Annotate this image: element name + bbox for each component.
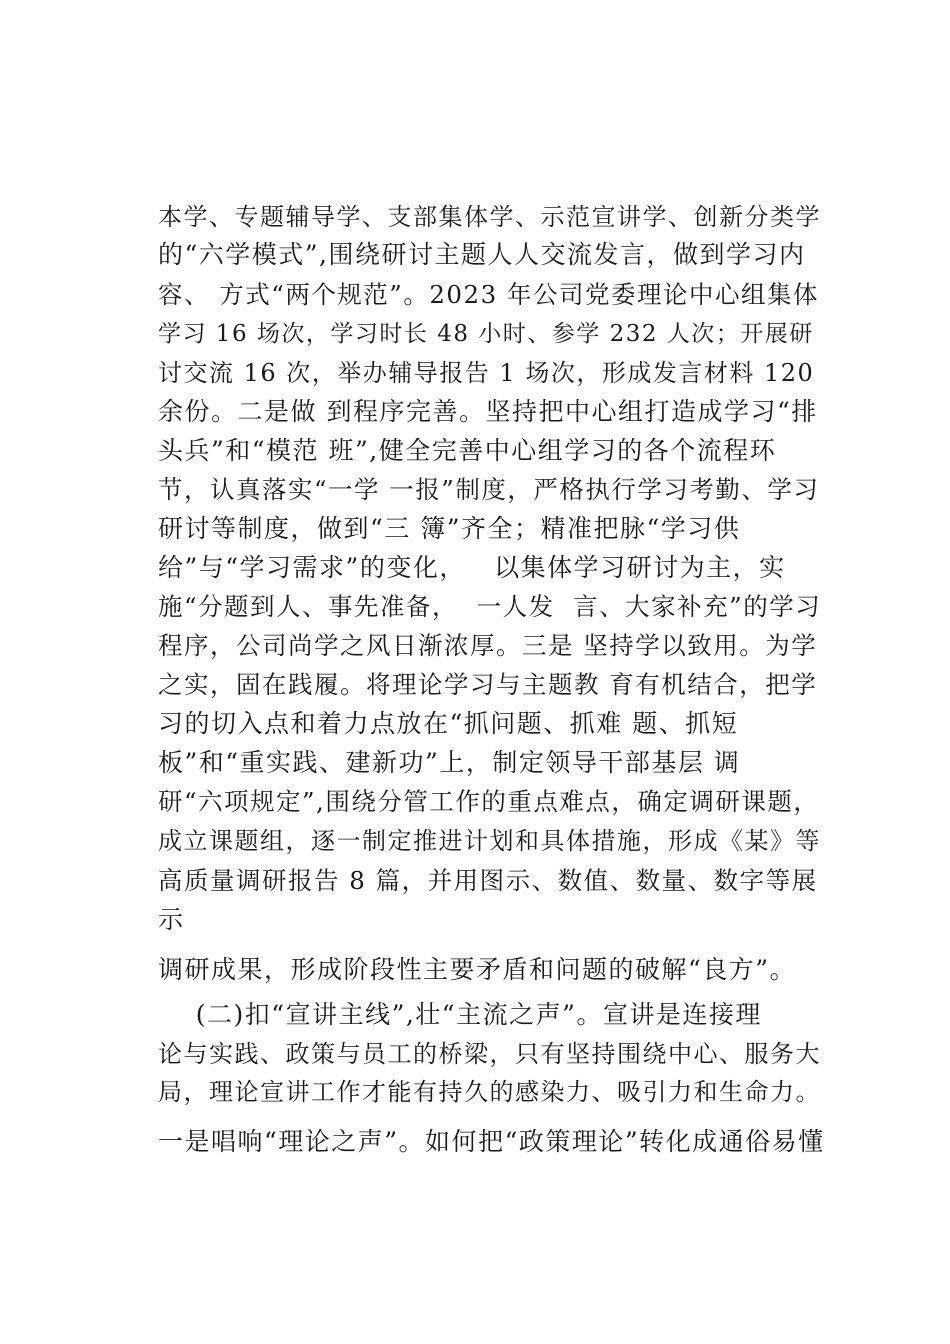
text-line: 的“六学模式”,围绕研讨主题人人交流发言，做到学习内 bbox=[158, 240, 806, 269]
text-line: 研“六项规定”,围绕分管工作的重点难点，确定调研课题， bbox=[158, 787, 820, 816]
text-line: 论与实践、政策与员工的桥梁，只有坚持围绕中心、服务大 bbox=[158, 1040, 821, 1068]
text-line: 成立课题组，逐一制定推进计划和具体措施，形成《某》等 bbox=[158, 827, 821, 855]
text-line: 板”和“重实践、建新功”上，制定领导干部基层 调 bbox=[158, 748, 741, 777]
text-line: 给”与“学习需求”的变化， 以集体学习研讨为主，实 bbox=[158, 553, 786, 582]
text-line: 局，理论宣讲工作才能有持久的感染力、吸引力和生命力。 bbox=[158, 1078, 821, 1106]
text-line: 学习 16 场次，学习时长 48 小时、参学 232 人次；开展研 bbox=[158, 321, 814, 347]
text-line: 本学、专题辅导学、支部集体学、示范宣讲学、创新分类学 bbox=[158, 203, 821, 231]
text-line: 一是唱响“理论之声”。如何把“政策理论”转化成通俗易懂 bbox=[158, 1127, 825, 1156]
text-line: 示 bbox=[158, 905, 185, 934]
text-line: 高质量调研报告 8 篇，并用图示、数值、数量、数字等展 bbox=[158, 866, 818, 895]
text-line: 容、 方式“两个规范”。2023 年公司党委理论中心组集体 bbox=[158, 280, 819, 309]
text-line: 程序，公司尚学之风日渐浓厚。三是 坚持学以致用。为学 bbox=[158, 631, 818, 660]
text-line: 头兵”和“模范 班”,健全完善中心组学习的各个流程环 bbox=[158, 436, 777, 465]
paragraph-heading-line: (二)扣“宣讲主线”,壮“主流之声”。宣讲是连接理 bbox=[158, 1000, 762, 1029]
text-line: 调研成果，形成阶段性主要矛盾和问题的破解“良方”。 bbox=[158, 955, 797, 984]
text-line: 余份。二是做 到程序完善。坚持把中心组打造成学习“排 bbox=[158, 397, 818, 426]
text-line: 习的切入点和着力点放在“抓问题、抓难 题、抓短 bbox=[158, 709, 739, 738]
text-line: 之实，固在践履。将理论学习与主题教 育有机结合，把学 bbox=[158, 670, 818, 699]
text-line: 研讨等制度，做到“三 簿”齐全；精准把脉“学习供 bbox=[158, 514, 741, 543]
text-line: 施“分题到人、事先准备， 一人发 言、大家补充”的学习 bbox=[158, 592, 822, 621]
text-line: 节，认真落实“一学 一报”制度，严格执行学习考勤、学习 bbox=[158, 475, 820, 504]
text-line: 讨交流 16 次，举办辅导报告 1 场次，形成发言材料 120 bbox=[158, 359, 815, 387]
